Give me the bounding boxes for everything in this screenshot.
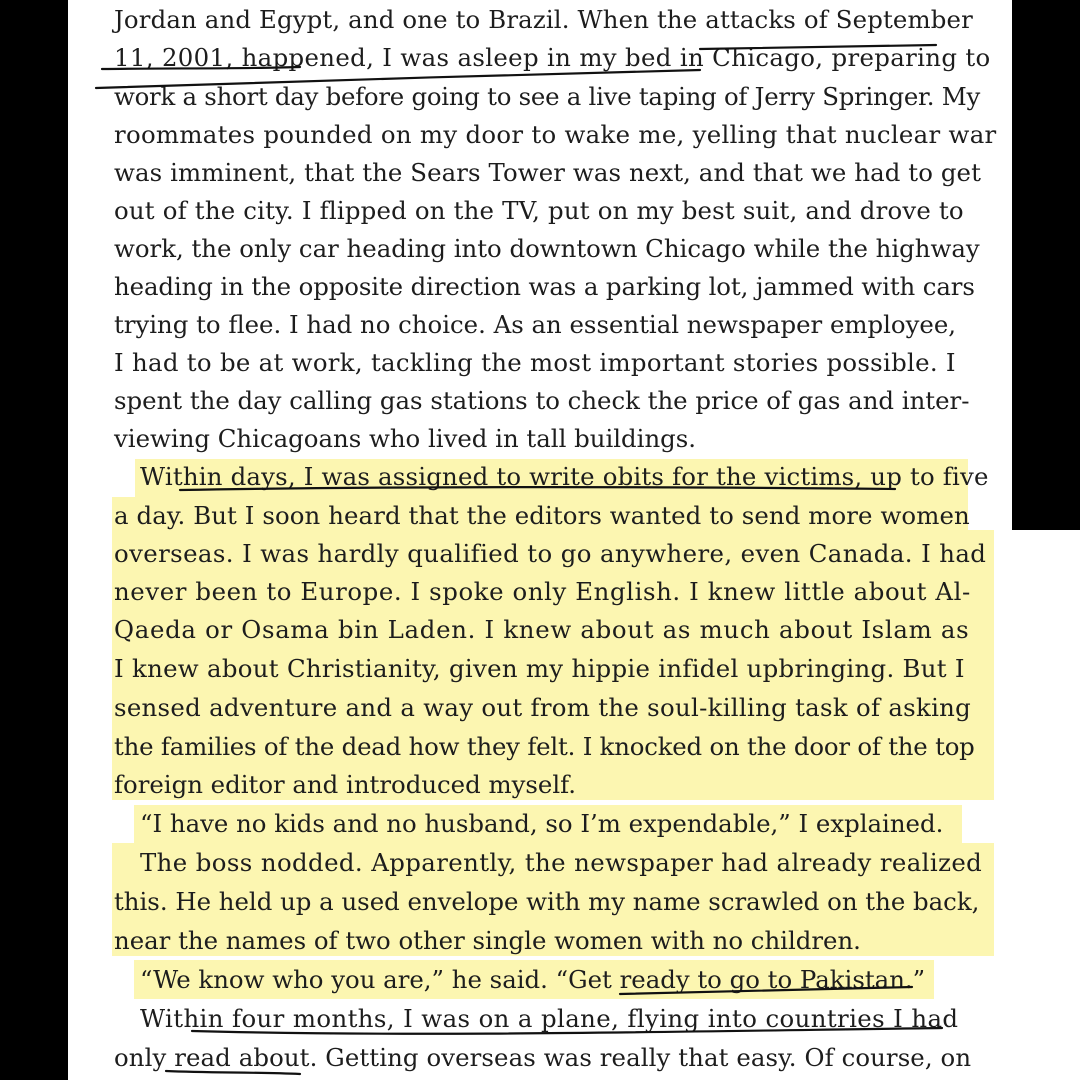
pen-underline — [192, 1028, 942, 1034]
text-line: I had to be at work, tackling the most important stories possible. I — [114, 348, 956, 377]
text-line: the families of the dead how they felt. I knocked on the door of the top — [114, 732, 975, 761]
text-line: “I have no kids and no husband, so I’m expendable,” I explained. — [140, 809, 944, 838]
text-line: roommates pounded on my door to wake me, yelling that nuclear war — [114, 120, 997, 149]
text-line: trying to flee. I had no choice. As an essential newspaper employee, — [114, 310, 957, 339]
text-line: a day. But I soon heard that the editors wanted to send more women — [114, 501, 970, 530]
text-line: heading in the opposite direction was a parking lot, jammed with cars — [114, 272, 975, 301]
text-line: was imminent, that the Sears Tower was next, and that we had to get — [114, 158, 981, 187]
text-line: Within four months, I was on a plane, flying into countries I had — [140, 1004, 959, 1033]
text-line: Qaeda or Osama bin Laden. I knew about as much about Islam as — [114, 615, 970, 644]
pen-underline — [180, 487, 895, 490]
text-line: Within days, I was assigned to write obits for the victims, up to five — [140, 462, 989, 491]
text-line: The boss nodded. Apparently, the newspaper had already realized — [140, 848, 983, 877]
text-line: only read about. Getting overseas was really that easy. Of course, on — [114, 1043, 972, 1072]
text-line: overseas. I was hardly qualified to go anywhere, even Canada. I had — [114, 539, 987, 568]
pen-underline — [166, 1071, 300, 1074]
text-line: I knew about Christianity, given my hippie infidel upbringing. But I — [114, 654, 965, 683]
text-line: 11, 2001, happened, I was asleep in my bed in Chicago, preparing to — [114, 43, 991, 72]
text-line: “We know who you are,” he said. “Get ready to go to Pakistan.” — [140, 965, 926, 994]
text-line: never been to Europe. I spoke only English. I knew little about Al- — [114, 577, 971, 606]
pen-underline — [700, 45, 936, 49]
text-line: Jordan and Egypt, and one to Brazil. When the attacks of September — [114, 5, 973, 34]
text-line: spent the day calling gas stations to check the price of gas and inter- — [114, 386, 970, 415]
text-line: viewing Chicagoans who lived in tall buildings. — [114, 424, 697, 453]
text-line: near the names of two other single women with no children. — [114, 926, 861, 955]
text-line: foreign editor and introduced myself. — [114, 770, 577, 799]
pen-underline — [620, 987, 912, 994]
text-line: work a short day before going to see a live taping of Jerry Springer. My — [114, 82, 981, 111]
text-line: work, the only car heading into downtown Chicago while the highway — [114, 234, 980, 263]
pen-underline — [96, 70, 700, 88]
text-line: sensed adventure and a way out from the soul-killing task of asking — [114, 693, 972, 722]
text-line: this. He held up a used envelope with my name scrawled on the back, — [114, 887, 980, 916]
pen-underline — [102, 67, 300, 69]
text-line: out of the city. I flipped on the TV, put on my best suit, and drove to — [114, 196, 964, 225]
